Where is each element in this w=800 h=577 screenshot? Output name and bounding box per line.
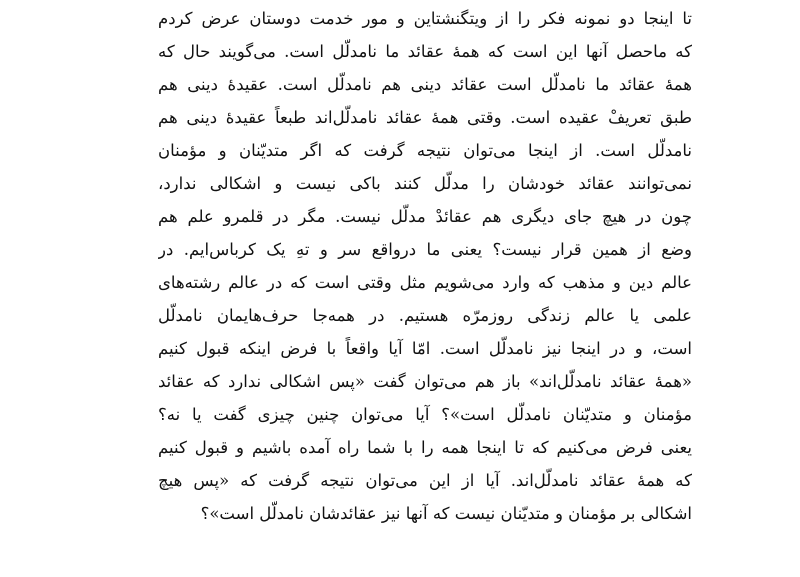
text-line: تا اینجا دو نمونه فکر را از ویتگنشتاین و مور خدمت دوستان عرض کردم: [158, 9, 692, 28]
text-line: وضع از همین قرار نیست؟ یعنی ما درواقع سر و تهِ یک کرباس‌ایم. در: [158, 240, 692, 259]
text-line: اشکالی بر مؤمنان و متدیّنان نیست که آنها نیز عقائدشان نامدلّل است»؟: [200, 504, 692, 523]
text-line: مؤمنان و متدیّنان نامدلّل است»؟ آیا می‌توان چنین چیزی گفت یا نه؟: [158, 405, 692, 424]
text-line: طبق تعریفْ عقیده است. وقتی همهٔ عقائد نامدلّل‌اند طبعاً عقیدهٔ دینی هم: [158, 108, 692, 127]
text-line: نمی‌توانند عقائد خودشان را مدلّل کنند باکی نیست و اشکالی ندارد،: [158, 174, 692, 193]
text-line: علمی یا عالم زندگی روزمرّه هستیم. در همه‌جا حرف‌هایمان نامدلّل: [158, 306, 692, 325]
text-line: چون در هیچ جای دیگری هم عقائدْ مدلّل نیست. مگر در قلمرو علم هم: [158, 207, 692, 226]
text-line: است، و در اینجا نیز نامدلّل است. امّا آیا واقعاً با فرض اینکه قبول کنیم: [158, 339, 692, 358]
text-line: همهٔ عقائد ما نامدلّل است عقائد دینی هم نامدلّل است. عقیدهٔ دینی هم: [158, 75, 692, 94]
text-line: «همهٔ عقائد نامدلّل‌اند» باز هم می‌توان گفت «پس اشکالی ندارد که عقائد: [158, 372, 692, 391]
text-line: عالم دین و مذهب که وارد می‌شویم مثل وقتی است که در عالم رشته‌های: [158, 273, 692, 292]
paragraph: [158, 2, 692, 530]
text-line: یعنی فرض می‌کنیم که تا اینجا همه را با شما راه آمده باشیم و قبول کنیم: [158, 438, 692, 457]
text-line: که همهٔ عقائد نامدلّل‌اند. آیا از این می‌توان نتیجه گرفت که «پس هیچ: [158, 471, 692, 490]
text-line: نامدلّل است. از اینجا می‌توان نتیجه گرفت که اگر متدیّنان و مؤمنان: [158, 141, 692, 160]
text-line: که ماحصل آنها این است که همهٔ عقائد ما نامدلّل است. می‌گویند حال که: [158, 42, 692, 61]
